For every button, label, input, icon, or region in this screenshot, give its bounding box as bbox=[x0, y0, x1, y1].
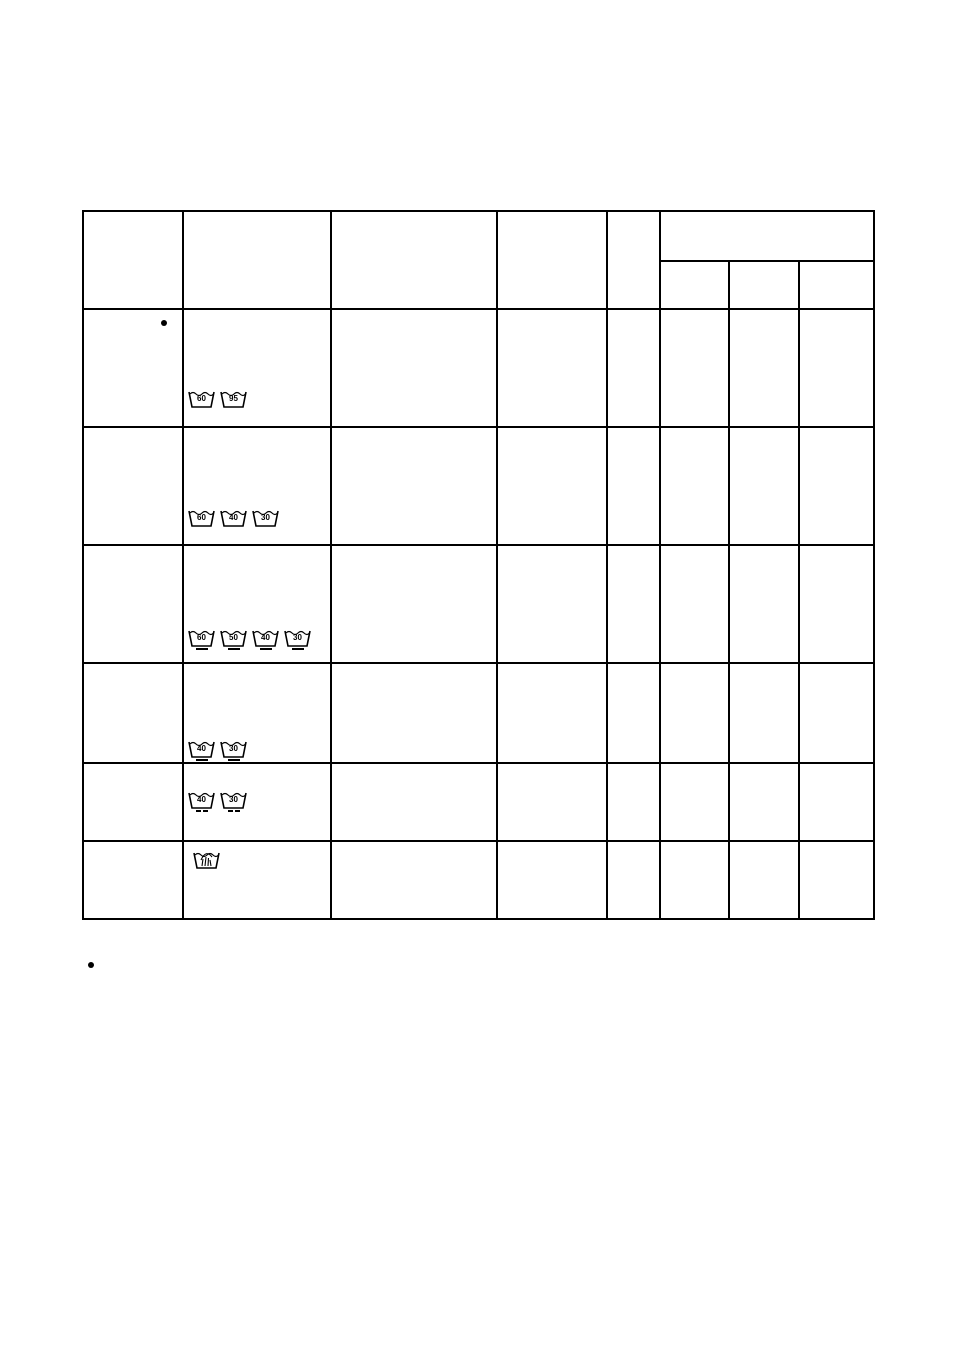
wash-temperature-label: 60 bbox=[197, 394, 206, 403]
table-column-border bbox=[82, 210, 84, 920]
table-column-border bbox=[798, 260, 800, 920]
care-symbols-row-1 bbox=[188, 390, 252, 414]
table-row-border bbox=[82, 426, 875, 428]
table-row-border bbox=[82, 840, 875, 842]
wash-temperature-label: 40 bbox=[229, 513, 238, 522]
care-symbols-row-4 bbox=[188, 740, 252, 764]
wash-temperature-label: 40 bbox=[197, 744, 206, 753]
table-column-border bbox=[659, 210, 661, 920]
care-symbols-row-2 bbox=[188, 509, 284, 533]
wash-temperature-label: 30 bbox=[261, 513, 270, 522]
wash-temperature-label: 30 bbox=[229, 795, 238, 804]
gentle-cycle-bar bbox=[260, 648, 272, 650]
table-column-border bbox=[496, 210, 498, 920]
table-row-border bbox=[82, 918, 875, 920]
footnote-bullet bbox=[88, 962, 94, 968]
table-column-border bbox=[606, 210, 608, 920]
gentle-cycle-bar bbox=[203, 810, 208, 812]
wash-40-icon bbox=[220, 509, 247, 533]
wash-30-icon bbox=[284, 629, 311, 653]
wash-temperature-label: 30 bbox=[229, 744, 238, 753]
table-row-border bbox=[82, 308, 875, 310]
care-symbols-row-3 bbox=[188, 629, 316, 653]
wash-temperature-label: 40 bbox=[261, 633, 270, 642]
wash-40-icon bbox=[188, 740, 215, 764]
table-column-border bbox=[728, 260, 730, 920]
wash-60-icon bbox=[188, 629, 215, 653]
wash-temperature-label: 40 bbox=[197, 795, 206, 804]
wash-temperature-label: 50 bbox=[229, 633, 238, 642]
care-symbols-row-6 bbox=[193, 851, 225, 875]
header-group-divider bbox=[659, 260, 875, 262]
wash-30-icon bbox=[220, 740, 247, 764]
gentle-cycle-bar bbox=[196, 759, 208, 761]
wash-60-icon bbox=[188, 390, 215, 414]
table-row-border bbox=[82, 544, 875, 546]
wash-95-icon bbox=[220, 390, 247, 414]
wash-50-icon bbox=[220, 629, 247, 653]
wash-temperature-label: 60 bbox=[197, 513, 206, 522]
wash-60-icon bbox=[188, 509, 215, 533]
wash-temperature-label: 30 bbox=[293, 633, 302, 642]
hand-wash-icon bbox=[193, 851, 220, 875]
gentle-cycle-bar bbox=[228, 810, 233, 812]
gentle-cycle-bar bbox=[228, 759, 240, 761]
wash-temperature-label: 60 bbox=[197, 633, 206, 642]
table-column-border bbox=[330, 210, 332, 920]
gentle-cycle-bar bbox=[235, 810, 240, 812]
wash-30-icon bbox=[220, 791, 247, 815]
row-note-bullet bbox=[161, 320, 167, 326]
care-symbols-row-5 bbox=[188, 791, 252, 815]
wash-30-icon bbox=[252, 509, 279, 533]
table-row-border bbox=[82, 662, 875, 664]
table-row-border bbox=[82, 210, 875, 212]
gentle-cycle-bar bbox=[196, 810, 201, 812]
wash-temperature-label: 95 bbox=[229, 394, 238, 403]
table-column-border bbox=[182, 210, 184, 920]
gentle-cycle-bar bbox=[196, 648, 208, 650]
wash-40-icon bbox=[188, 791, 215, 815]
gentle-cycle-bar bbox=[228, 648, 240, 650]
gentle-cycle-bar bbox=[292, 648, 304, 650]
table-column-border bbox=[873, 210, 875, 920]
wash-40-icon bbox=[252, 629, 279, 653]
